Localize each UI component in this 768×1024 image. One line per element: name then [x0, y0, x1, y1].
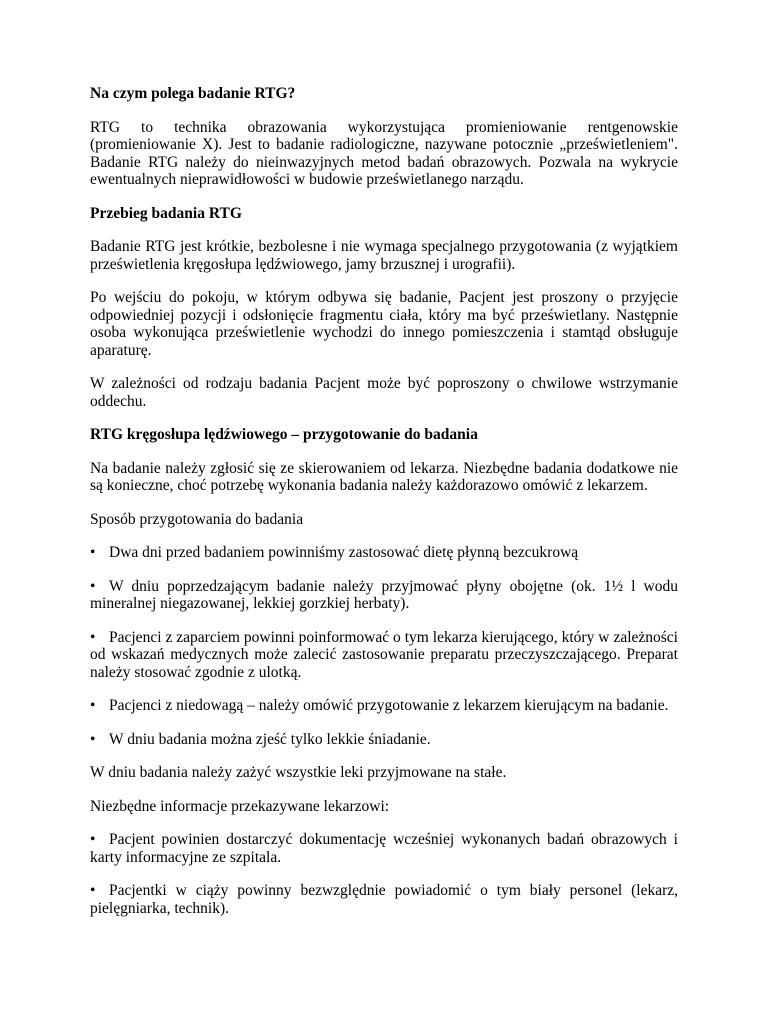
list-item-text: W dniu badania można zjeść tylko lekkie śniadanie. [109, 730, 431, 748]
list-item-text: Pacjentki w ciąży powinny bezwzględnie powiadomić o tym biały personel (lekarz, pielęgniarka, technik). [90, 882, 678, 917]
bullet-icon: • [90, 697, 96, 714]
list-item [90, 831, 678, 866]
list-item-text: Pacjenci z zaparciem powinni poinformować o tym lekarza kierującego, który w zależności od wskazań medycznych może zalecić zastosowanie preparatu przeczyszczającego. Preparat należy stosować zgodnie z ulotką. [90, 628, 678, 681]
list-item-text: Pacjenci z niedowagą – należy omówić przygotowanie z lekarzem kierującym na badanie. [109, 697, 669, 714]
paragraph-procedure-short: Badanie RTG jest krótkie, bezbolesne i nie wymaga specjalnego przygotowania (z wyjątkiem prześwietlenia kręgosłupa lędźwiowego, jamy brzusznej i urografii). [90, 238, 678, 273]
list-item [90, 629, 678, 682]
heading-rtg-what: Na czym polega badanie RTG? [90, 85, 296, 102]
paragraph-referral: Na badanie należy zgłosić się ze skierowaniem od lekarza. Niezbędne badania dodatkowe nie są konieczne, choć potrzebę wykonania badania należy każdorazowo omówić z lekarzem. [90, 459, 678, 494]
bullet-icon: • [90, 544, 96, 561]
list-item [90, 544, 678, 562]
bullet-icon: • [90, 831, 96, 848]
paragraph-rtg-definition: RTG to technika obrazowania wykorzystująca promieniowanie rentgenowskie (promieniowanie X). Jest to badanie radiologiczne, nazywane potocznie „prześwietleniem". Badanie RTG należy do nieinwazyjnych metod badań obrazowych. Pozwala na wykrycie ewentualnych nieprawidłowości w budowie prześwietlanego narządu. [90, 118, 678, 188]
paragraph-preparation-method: Sposób przygotowania do badania [90, 510, 304, 528]
heading-rtg-procedure: Przebieg badania RTG [90, 204, 242, 222]
list-item [90, 731, 678, 749]
bullet-icon: • [90, 882, 96, 899]
bullet-icon: • [90, 730, 96, 748]
list-item [90, 697, 678, 715]
heading-lumbar-preparation: RTG kręgosłupa lędźwiowego – przygotowanie do badania [90, 426, 478, 443]
list-item [90, 882, 678, 917]
paragraph-info-for-doctor: Niezbędne informacje przekazywane lekarzowi: [90, 797, 390, 815]
document-page [90, 85, 678, 933]
list-item-text: Pacjent powinien dostarczyć dokumentację wcześniej wykonanych badań obrazowych i karty informacyjne ze szpitala. [90, 831, 678, 866]
bullet-icon: • [90, 628, 96, 646]
list-item-text: W dniu poprzedzającym badanie należy przyjmować płyny obojętne (ok. 1½ l wodu mineralnej niegazowanej, lekkiej gorzkiej herbaty). [90, 577, 678, 612]
paragraph-medications: W dniu badania należy zażyć wszystkie leki przyjmowane na stałe. [90, 764, 507, 781]
list-item-text: Dwa dni przed badaniem powinniśmy zastosować dietę płynną bezcukrową [109, 544, 579, 561]
bullet-icon: • [90, 577, 96, 595]
list-item [90, 578, 678, 613]
paragraph-breath-hold: W zależności od rodzaju badania Pacjent może być poproszony o chwilowe wstrzymanie oddechu. [90, 375, 678, 410]
paragraph-procedure-steps: Po wejściu do pokoju, w którym odbywa się badanie, Pacjent jest proszony o przyjęcie odpowiedniej pozycji i odsłonięcie fragmentu ciała, który ma być prześwietlany. Następnie osoba wykonująca prześwietlenie wychodzi do innego pomieszczenia i stamtąd obsługuje aparaturę. [90, 289, 678, 359]
